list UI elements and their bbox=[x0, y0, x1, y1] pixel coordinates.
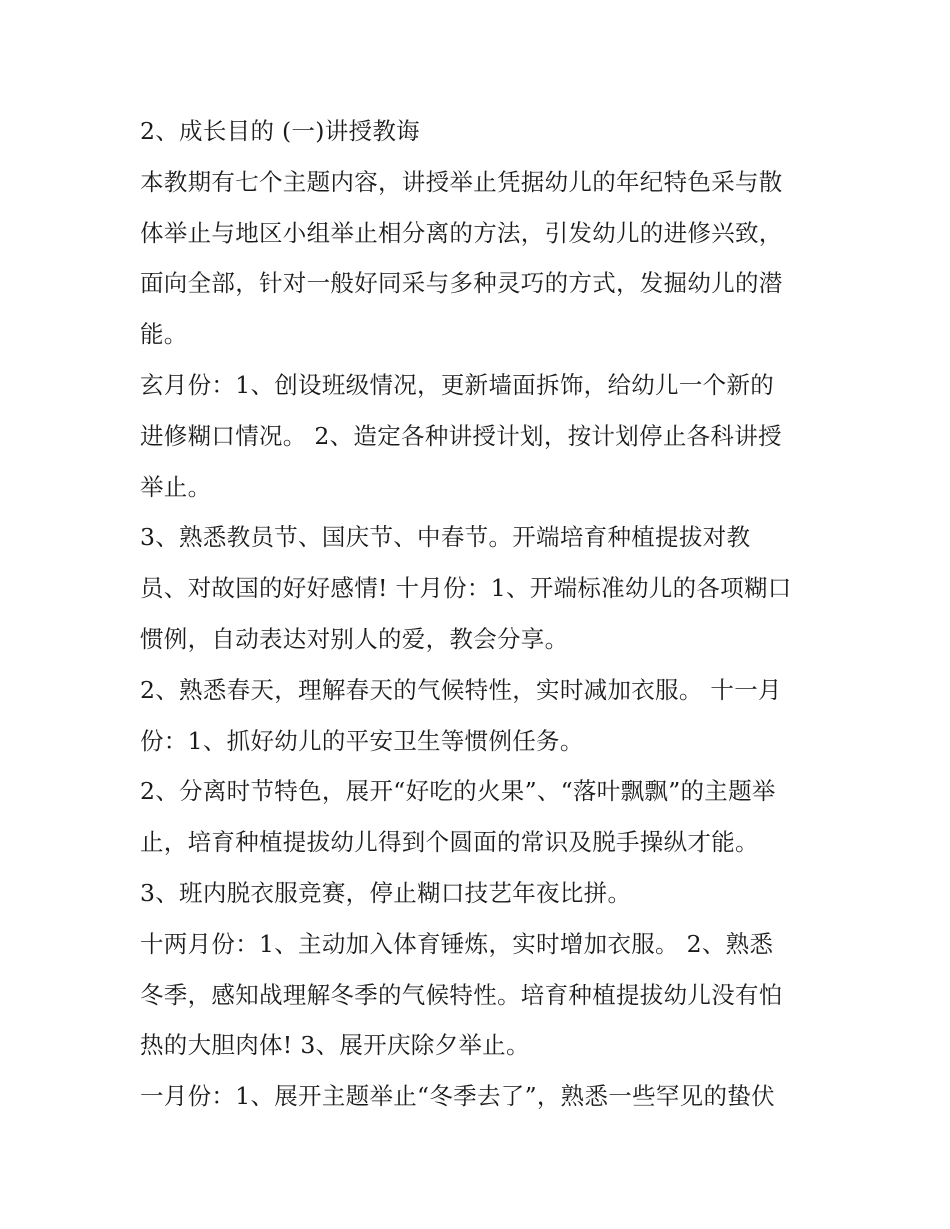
text-line: 2、成长目的 (一)讲授教诲 bbox=[140, 117, 420, 145]
text-line: 冬季，感知战理解冬季的气候特性。培育种植提拔幼儿没有怕 bbox=[140, 980, 783, 1009]
text-line: 举止。 bbox=[140, 472, 212, 501]
text-line: 热的大胆肉体! 3、展开庆除夕举止。 bbox=[140, 1031, 530, 1060]
text-line: 能。 bbox=[140, 320, 188, 349]
text-line: 面向全部，针对一般好同采与多种灵巧的方式，发掘幼儿的潜 bbox=[140, 269, 783, 298]
text-line: 体举止与地区小组举止相分离的方法，引发幼儿的进修兴致， bbox=[140, 218, 783, 247]
text-line: 2、分离时节特色，展开“好吃的火果”、“落叶飘飘”的主题举 bbox=[140, 777, 776, 806]
text-line: 惯例，自动表达对别人的爱，教会分享。 bbox=[140, 624, 569, 653]
text-line: 本教期有七个主题内容，讲授举止凭据幼儿的年纪特色采与散 bbox=[140, 167, 783, 196]
text-line: 2、熟悉春天，理解春天的气候特性，实时减加衣服。 十一月 bbox=[140, 675, 782, 704]
text-line: 3、熟悉教员节、国庆节、中春节。开端培育种植提拔对教 bbox=[140, 523, 751, 552]
text-line: 员、对故国的好好感情! 十月份：1、开端标准幼儿的各项糊口 bbox=[140, 574, 792, 603]
document-body bbox=[140, 106, 830, 1122]
text-line: 3、班内脱衣服竞赛，停止糊口技艺年夜比拼。 bbox=[140, 878, 632, 907]
text-line: 止，培育种植提拔幼儿得到个圆面的常识及脱手操纵才能。 bbox=[140, 828, 759, 857]
text-line: 十两月份：1、主动加入体育锤炼，实时增加衣服。 2、熟悉 bbox=[140, 929, 774, 958]
text-line: 进修糊口情况。 2、造定各种讲授计划，按计划停止各科讲授 bbox=[140, 421, 782, 450]
text-line: 份：1、抓好幼儿的平安卫生等惯例任务。 bbox=[140, 726, 584, 755]
text-line: 玄月份：1、创设班级情况，更新墙面拆饰，给幼儿一个新的 bbox=[140, 370, 775, 399]
text-line: 一月份：1、展开主题举止“冬季去了”，熟悉一些罕见的蛰伏 bbox=[140, 1082, 775, 1111]
